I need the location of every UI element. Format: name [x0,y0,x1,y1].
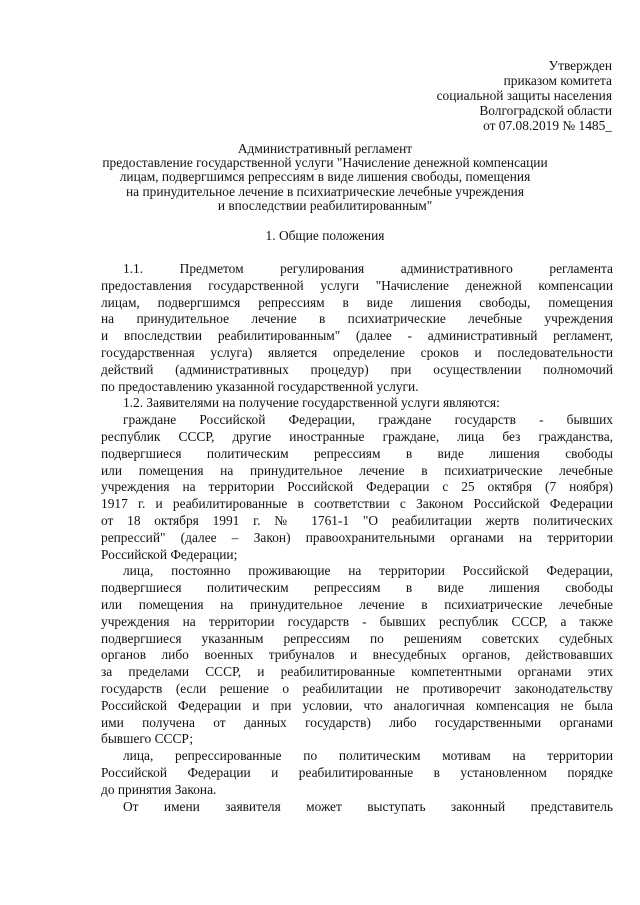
paragraph-line: 1917 г. и реабилитированные в соответствии с Законом Российской Федерации [101,496,613,512]
paragraph-line: подвергшиеся политическим репрессиям в виде лишения свободы [101,580,613,596]
paragraph-line: учреждения на территории Российской Федерации с 25 октября (7 ноября) [101,479,613,495]
paragraph [101,799,613,816]
paragraph-line: органов либо военных трибуналов и внесудебных органов, действовавших [101,647,613,663]
paragraph-line: Российской Федерации и при условии, что аналогичная компенсация не была [101,697,613,713]
paragraph-line: 1.2. Заявителями на получение государственной услуги являются: [123,395,500,411]
paragraph-line: репрессий" (далее – Закон) правоохранительными органами на территории [101,529,613,545]
approval-line: приказом комитета [503,73,612,88]
section-heading: 1. Общие положения [265,228,385,243]
paragraph-line: подвергшиеся указанным репрессиям по решениям советских судебных [101,630,613,646]
paragraph-line: от 18 октября 1991 г. № 1761-1 "О реабилитации жертв политических [101,512,613,528]
paragraph-line: предоставления государственной услуги "Начисление денежной компенсации [101,277,613,293]
paragraph-line: государств (если решение о реабилитации не противоречит законодательству [101,680,613,696]
paragraph [101,261,613,395]
paragraph-line: 1.1. Предметом регулирования административного регламента [123,261,613,276]
title-line: предоставление государственной услуги "Начисление денежной компенсации [102,155,548,171]
paragraph-line: республик СССР, другие иностранные граждане, лица без гражданства, [101,428,613,444]
paragraph [101,395,613,412]
paragraph-line: государственная услуга) является определение сроков и последовательности [101,344,613,360]
paragraph-line: бывшего СССР; [101,731,194,747]
title-line: и впоследствии реабилитированным" [217,197,433,213]
paragraph-line: учреждения на территории государств - бывших республик СССР, а также [101,613,613,629]
paragraph-line: лица, репрессированные по политическим мотивам на территории [123,748,613,764]
paragraph [101,563,613,748]
paragraph-line: лицам, подвергшимся репрессиям в виде лишения свободы, помещения [101,294,613,310]
approval-stamp [312,58,612,133]
paragraph-line: Российской Федерации и реабилитированные в установленном порядке [101,764,613,780]
paragraph-line: до принятия Закона. [101,781,217,797]
paragraph-line: или помещения на принудительное лечение в психиатрические лечебные [101,462,613,478]
paragraph-line: на принудительное лечение в психиатрические лечебные учреждения [101,311,613,327]
paragraph-line: действий (административных процедур) при осуществлении полномочий [101,361,613,377]
approval-line: от 07.08.2019 № 1485_ [483,118,612,133]
paragraph-line: подвергшиеся политическим репрессиям в виде лишения свободы [101,445,613,461]
title-line: на принудительное лечение в психиатрические лечебные учреждения [126,183,524,199]
paragraph [101,412,613,563]
paragraph-line: От имени заявителя может выступать законный представитель [123,798,613,814]
paragraph-line: по предоставлению указанной государственной услуги. [101,378,419,394]
approval-line: социальной защиты населения [436,88,612,103]
title-line: лицам, подвергшимся репрессиям в виде лишения свободы, помещения [119,169,531,185]
paragraph [101,748,613,798]
approval-line: Утвержден [548,58,612,73]
title-line: Административный регламент [237,141,413,156]
paragraph-line: или помещения на принудительное лечение в психиатрические лечебные [101,596,613,612]
document-title [90,142,560,213]
approval-line: Волгоградской области [479,103,612,118]
body-text [101,261,613,815]
paragraph-line: Российской Федерации; [101,546,238,562]
paragraph-line: за пределами СССР, и реабилитированные компетентными органами этих [101,664,613,680]
paragraph-line: граждане Российской Федерации, граждане государств - бывших [123,412,613,428]
paragraph-line: лица, постоянно проживающие на территории Российской Федерации, [123,563,613,579]
paragraph-line: ими получена от данных государств) либо государственными органами [101,714,613,730]
paragraph-line: и впоследствии реабилитированным" (далее - административный регламент, [101,328,613,344]
